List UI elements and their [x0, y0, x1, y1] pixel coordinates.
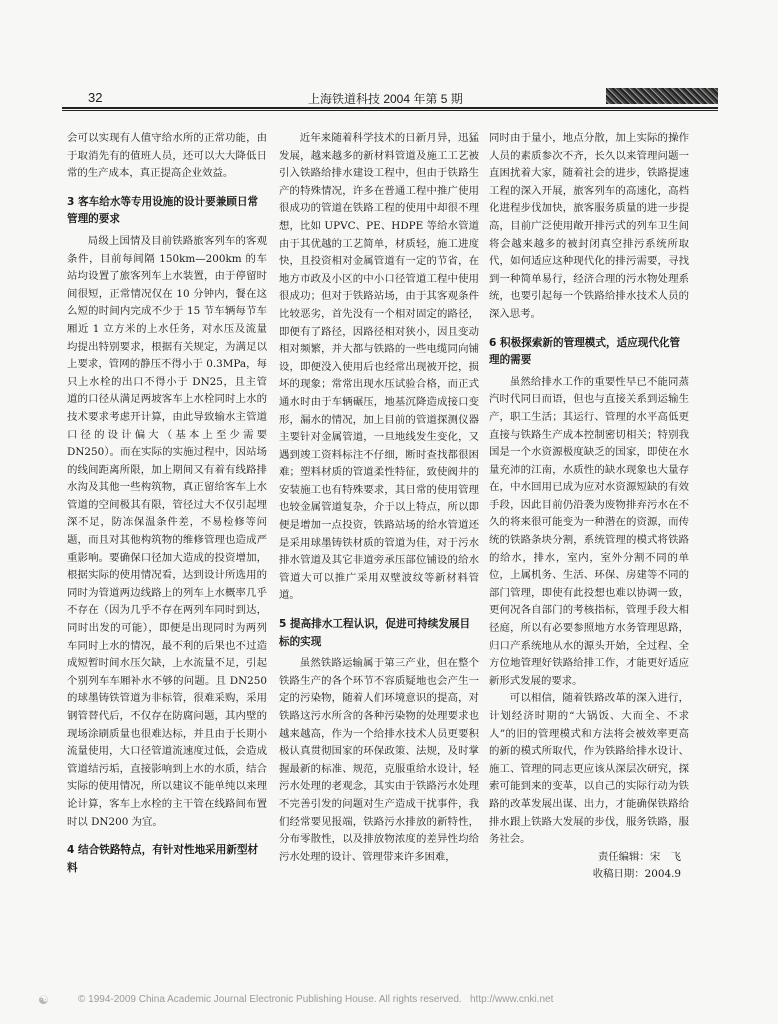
section-heading-5: 5 提高排水工程认识，促进可持续发展目标的实现	[279, 618, 471, 648]
paragraph: 虽然给排水工作的重要性早已不能同蒸汽时代同日而语，但也与直接关系到运输生产，职工生活；其运行、管理的水平高低更直接与铁路生产成本控制密切相关；特别我国是一个水资源极度缺乏的国家，即使在水量充沛的江南，水质性的缺水现象也大量存在，中水回用已成为应对水资源短缺的有效手段，因此目前仍沿袭为废物排弃污水在不久的将来很可能变为一种潜在的资源，而传统的铁路条块分割，系统管理的模式将铁路的给水，排水，室内，室外分割不同的单位，上属机务、生活、环保、房建等不同的部门管理，即使有此投想也难以协调一致，更何况各自部门的考核指标，管理手段大相径庭，所以有必要参照地方水务管理思路，归口产系统地从水的源头开始，全过程、全方位地管理好铁路给排工作，才能更好适应新形式发展的要求。	[489, 375, 689, 687]
page-header	[62, 84, 718, 106]
paragraph: 同时由于量小，地点分散，加上实际的操作人员的素质参次不齐，长久以来管理问题一直困扰着大家，随着社会的进步，铁路提速工程的深入开展，旅客列车的高速化，高档化进程步伐加快，旅客服务质量的进一步提高，目前广泛使用敞开排污式的列车卫生间将会越来越多的被封闭真空排污系统所取代，如何适应这种现代化的排污需要，寻找到一种简单易行，经济合理的污水物处理系统，也要引起每一个铁路给排水技术人员的深入思考。	[489, 132, 689, 320]
page-footer	[38, 992, 758, 1010]
section-heading-6: 6 积极探索新的管理模式，适应现代化管理的需要	[489, 336, 681, 367]
paragraph: 虽然铁路运输属于第三产业，但在整个铁路生产的各个环节不容质疑地也会产生一定的污染物，随着人们环境意识的提高，对铁路这污水所含的各种污染物的处理要求也越来越高，作为一个给排水技术人员更要积极认真贯彻国家的环保政策、法规，及时掌握最新的标准、规范，克服重给水设计，轻污水处理的老观念，其实由于铁路污水处理不完善引发的问题对生产造成干扰事件，我们经常要见报端，铁路污水排放的新特性，分布零散性，以及排放物浓度的差异性均给污水处理的设计、管理带来许多困难，	[279, 657, 479, 863]
column-2	[279, 130, 479, 866]
paragraph: 局级上国情及目前铁路旅客列车的客观条件，目前每间隔 150km—200km 的车站均设置了旅客列车上水装置，由于停留时间很短，正常情况仅在 10 分钟内，餐在这么短的时间内完成不少于 15 节车辆每节车厢近 1 立方米的上水任务，对水压及流量均提出特别要求，根据有关规定，为满足以上要求，管网的静压不得小于 0.3MPa，每只上水栓的出口不得小于 DN25，且主管道的口径从满足两坡客车上水栓同时上水的技术要求考虑开计算，由此导致输水主管道口径的设计偏大（基本上至少需要 DN250）。而在实际的实施过程中，因站场的线间距离所限，加上期间又有着有线路排水沟及其他一些构筑物，真正留给客车上水管道的空间极其有限，管径过大不仅引起埋深不足，防冻保温条件差，不易检修等问题，而且对其他构筑物的维修管理也造成严重影响。要确保口径加大造成的投资增加，根据实际的使用情况看，达到设计所选用的同时为管道两边线路上的列车上水概率几乎不存在（因为几乎不存在两列车同时到达，同时出发的可能），即便是出现同时为两列车同时上水的情况，最不利的后果也不过造成短暂时间水压欠缺，上水流量不足，引起个别列车车厢补水不够的问题。且 DN250 的球墨铸铁管道为非标管，很难采购，采用钢管替代后，不仅存在防腐问题，其内壁的现场涂刷质量也很难达标，并且由于长期小流量使用，大口径管道流速度过低，会造成管道结污垢，直接影响到上水的水质，结合实际的使用情况，所以建议不能单纯以来理论计算，客车上水栓的主干管在线路间布置时以 DN200 为宜。	[67, 234, 267, 828]
footer-url-link[interactable]: http://www.cnki.net	[470, 994, 554, 1005]
paragraph: 近年来随着科学技术的日新月异，迅猛发展，越来越多的新材料管道及施工工艺被引入铁路给排水建设工程中，但由于铁路生产的特殊情况，许多在普通工程中推广使用很成功的管道在铁路工程的使用中却很不理想，比如 UPVC、PE、HDPE 等给水管道由于其优越的工艺简单，材质轻，施工进度快，且投资相对金属管道有一定的节省，在地方市政及小区的中小口径管道工程中使用很成功；但对于铁路站场，由于其客观条件比较恶劣，首先没有一个相对固定的路径，即便有了路径，因路径相对狭小，因且变动相对频繁，并大都与铁路的一些电缆同向铺设，即便没入使用后也经常出现被开挖，损坏的现象；常常出现水压试验合格，而正式通水时由于车辆碾压，地基沉降造成接口变形，漏水的情况，加上目前的管道探测仪器主要针对金属管道，一旦地线发生变化，又遇到竣工资料标注不仔细，断时查找都很困难；塑料材质的管道柔性特征，致使阀井的安装施工也有特殊要求，其日常的使用管理也较金属管道复杂，介于以上特点，所以即便是增加一点投资，铁路站场的给水管道还是采用球墨铸铁材质的管道为佳，对于污水排水管道及其它非道旁承压部位铺设的给水管道大可以推广采用双壁波纹等新材料管道。	[279, 132, 479, 602]
copyright-text: © 1994-2009 China Academic Journal Electronic Publishing House. All rights reserved.	[78, 994, 462, 1005]
publisher-logo-icon: ☯	[38, 993, 49, 1007]
header-rule-thin	[62, 110, 718, 111]
paragraph: 会可以实现有人值守给水所的正常功能，由于取消先有的值班人员，还可以大大降低日常的生产成本，真正提高企业效益。	[67, 132, 267, 180]
column-1	[67, 130, 267, 881]
received-date: 收稿日期：2004.9	[592, 868, 681, 881]
section-heading-3: 3 客车给水等专用设施的设计要兼顾日常管理的要求	[67, 195, 259, 226]
section-heading-4: 4 结合铁路特点，有针对性地采用新型材料	[67, 844, 259, 874]
journal-logo	[606, 88, 718, 104]
editor-credit: 责任编辑：宋 飞	[597, 850, 681, 863]
column-3	[489, 130, 689, 884]
header-rule	[62, 107, 718, 109]
page-number: 32	[88, 90, 103, 105]
journal-title: 上海铁道科技 2004 年第 5 期	[308, 92, 463, 106]
paragraph: 可以相信，随着铁路改革的深入进行，计划经济时期的“大锅饭、大而全、不求人”的旧的管理模式和方法将会被效率更高的新的模式所取代，作为铁路给排水设计、施工、管理的同志更应该从深层次研究，探索可能到来的变革，以自己的实际行动为铁路的改革发展出谋、出力，才能确保铁路给排水跟上铁路大发展的步伐，服务铁路，服务社会。	[489, 692, 689, 846]
